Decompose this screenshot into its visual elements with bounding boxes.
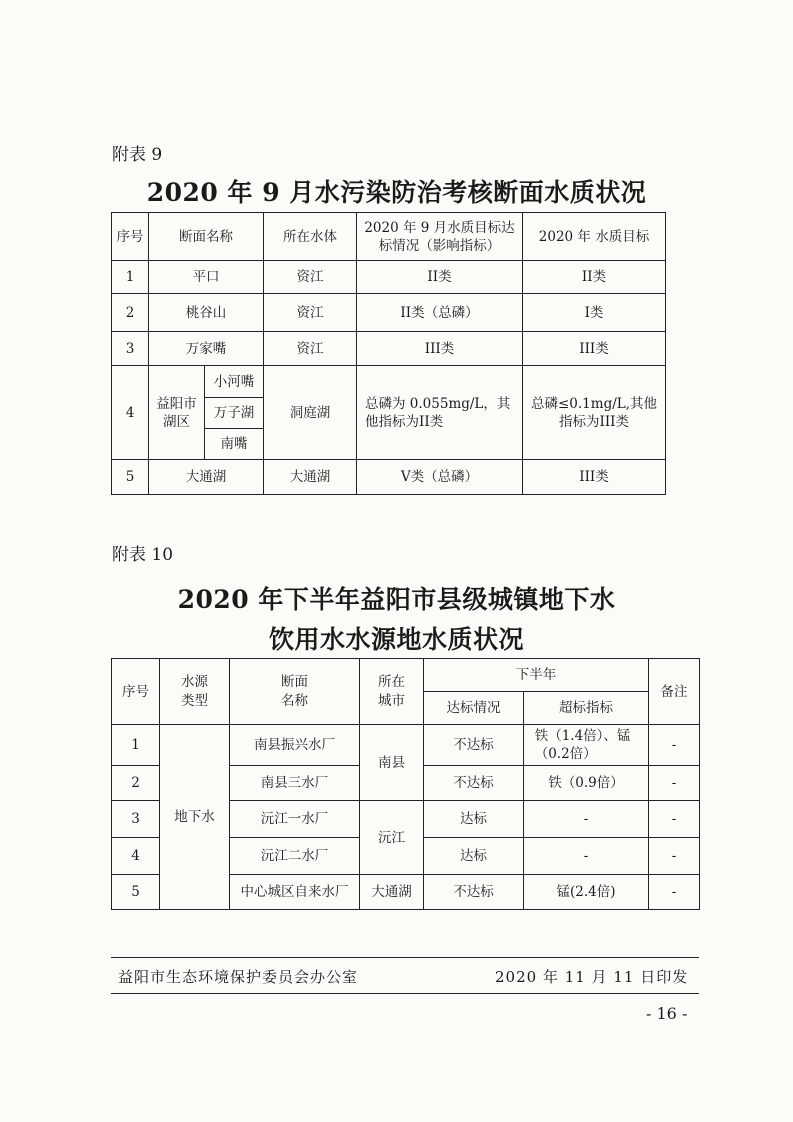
cell-remark: - (649, 725, 700, 766)
cell-subsection: 小河嘴 (205, 366, 264, 398)
table-row (112, 294, 666, 332)
cell-name: 沅江一水厂 (230, 801, 360, 838)
cell-status: V类（总磷） (357, 460, 523, 495)
table9-header-seq: 序号 (112, 213, 149, 261)
cell-city: 大通湖 (360, 875, 424, 910)
cell-status: II类 (357, 261, 523, 294)
cell-status: 总磷为 0.055mg/L，其他指标为II类 (357, 366, 523, 460)
cell-target: II类 (523, 261, 666, 294)
table9-header-section: 断面名称 (149, 213, 264, 261)
cell-group: 益阳市湖区 (149, 366, 205, 460)
cell-seq: 3 (112, 801, 160, 838)
table10-header-remark: 备注 (649, 659, 700, 725)
cell-water: 资江 (264, 332, 357, 366)
table10-title-line1: 2020 年下半年益阳市县级城镇地下水 (177, 585, 616, 614)
table9 (111, 212, 666, 495)
table10-header-seq: 序号 (112, 659, 160, 725)
cell-name: 南县三水厂 (230, 766, 360, 801)
cell-remark: - (649, 875, 700, 910)
table10-header-section: 断面名称 (230, 659, 360, 725)
table9-header-row (112, 213, 666, 261)
table10-label: 附表 10 (112, 545, 174, 565)
cell-name: 桃谷山 (149, 294, 264, 332)
table10-header-city: 所在城市 (360, 659, 424, 725)
table9-header-target: 2020 年 水质目标 (523, 213, 666, 261)
cell-name: 平口 (149, 261, 264, 294)
cell-exceed: - (524, 801, 649, 838)
table9-title: 2020 年 9 月水污染防治考核断面水质状况 (146, 178, 647, 207)
page-number: - 16 - (646, 1004, 688, 1023)
cell-seq: 3 (112, 332, 149, 366)
cell-name: 大通湖 (149, 460, 264, 495)
cell-exceed: 铁（1.4倍）、锰（0.2倍） (524, 725, 649, 766)
cell-status: III类 (357, 332, 523, 366)
table-row (112, 261, 666, 294)
footer-rule-bottom (111, 993, 699, 994)
cell-remark: - (649, 766, 700, 801)
table9-label: 附表 9 (112, 145, 163, 165)
table-row (112, 332, 666, 366)
cell-subsection: 南嘴 (205, 429, 264, 460)
cell-status: 达标 (424, 801, 524, 838)
table10-header-half-year: 下半年 (424, 659, 649, 692)
cell-exceed: 铁（0.9倍） (524, 766, 649, 801)
table-row (112, 460, 666, 495)
cell-subsection: 万子湖 (205, 398, 264, 429)
table10-header-row (112, 659, 700, 692)
cell-water: 资江 (264, 294, 357, 332)
cell-target: 总磷≤0.1mg/L,其他指标为III类 (523, 366, 666, 460)
cell-status: 达标 (424, 838, 524, 875)
cell-water: 资江 (264, 261, 357, 294)
cell-name: 南县振兴水厂 (230, 725, 360, 766)
cell-target: III类 (523, 460, 666, 495)
cell-water: 洞庭湖 (264, 366, 357, 460)
table-row (112, 725, 700, 766)
table10 (111, 658, 700, 910)
cell-status: 不达标 (424, 725, 524, 766)
cell-target: III类 (523, 332, 666, 366)
table-row (112, 366, 666, 398)
footer-issuer: 益阳市生态环境保护委员会办公室 (118, 968, 359, 986)
cell-status: II类（总磷） (357, 294, 523, 332)
cell-remark: - (649, 838, 700, 875)
cell-name: 万家嘴 (149, 332, 264, 366)
cell-seq: 4 (112, 838, 160, 875)
cell-seq: 1 (112, 725, 160, 766)
cell-name: 中心城区自来水厂 (230, 875, 360, 910)
cell-seq: 5 (112, 460, 149, 495)
cell-city: 南县 (360, 725, 424, 801)
cell-exceed: - (524, 838, 649, 875)
cell-seq: 2 (112, 294, 149, 332)
table9-header-water: 所在水体 (264, 213, 357, 261)
table10-header-status: 达标情况 (424, 692, 524, 725)
cell-status: 不达标 (424, 766, 524, 801)
table10-title-line2: 饮用水水源地水质状况 (268, 625, 524, 654)
footer-date: 2020 年 11 月 11 日印发 (495, 968, 689, 986)
cell-seq: 1 (112, 261, 149, 294)
cell-exceed: 锰(2.4倍) (524, 875, 649, 910)
table9-header-status: 2020 年 9 月水质目标达标情况（影响指标） (357, 213, 523, 261)
cell-city: 沅江 (360, 801, 424, 875)
table10-header-type: 水源类型 (160, 659, 230, 725)
table10-header-exceed: 超标指标 (524, 692, 649, 725)
cell-target: I类 (523, 294, 666, 332)
cell-seq: 4 (112, 366, 149, 460)
cell-status: 不达标 (424, 875, 524, 910)
cell-name: 沅江二水厂 (230, 838, 360, 875)
cell-seq: 2 (112, 766, 160, 801)
footer-rule-top (111, 957, 699, 958)
cell-seq: 5 (112, 875, 160, 910)
cell-source-type: 地下水 (160, 725, 230, 910)
cell-water: 大通湖 (264, 460, 357, 495)
cell-remark: - (649, 801, 700, 838)
